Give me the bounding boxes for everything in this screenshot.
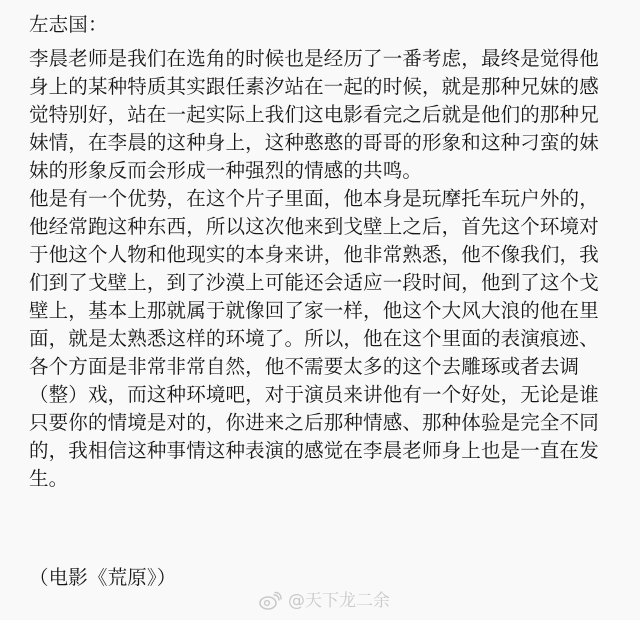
paragraph-line: 的，我相信这种事情这种表演的感觉在李晨老师身上也是一直在发 [29, 439, 599, 462]
paragraph-line: 于他这个人物和他现实的本身来讲，他非常熟悉，他不像我们，我 [29, 243, 599, 266]
paragraph-line: 妹的形象反而会形成一种强烈的情感的共鸣。 [29, 159, 423, 182]
paragraph-line: 他经常跑这种东西，所以这次他来到戈壁上之后，首先这个环境对 [29, 215, 599, 238]
paragraph-line: （整）戏，而这种环境吧，对于演员来讲他有一个好处，无论是谁 [29, 383, 599, 406]
paragraph-line: 们到了戈壁上，到了沙漠上可能还会适应一段时间，他到了这个戈 [29, 271, 599, 294]
paragraph-line: 身上的某种特质其实跟任素汐站在一起的时候，就是那种兄妹的感 [29, 75, 599, 98]
paragraph-line: 壁上，基本上那就属于就像回了家一样，他这个大风大浪的他在里 [29, 299, 599, 322]
watermark [258, 589, 390, 613]
paragraph-line: 生。 [29, 467, 69, 490]
weibo-icon [258, 591, 282, 611]
paragraph-line: 他是有一个优势，在这个片子里面，他本身是玩摩托车玩户外的， [29, 187, 599, 210]
watermark-text: @天下龙二余 [288, 591, 390, 611]
caption-line: （电影《荒原》） [29, 566, 177, 589]
paragraph-line: 面，就是太熟悉这样的环境了。所以，他在这个里面的表演痕迹、 [29, 327, 599, 350]
paragraph-line: 觉特别好，站在一起实际上我们这电影看完之后就是他们的那种兄 [29, 103, 599, 126]
paragraph-line: 妹情，在李晨的这种身上，这种憨憨的哥哥的形象和这种刁蛮的妹 [29, 131, 599, 154]
speaker-label: 左志国： [29, 13, 108, 36]
paragraph-line: 只要你的情境是对的，你进来之后那种情感、那种体验是完全不同 [29, 411, 599, 434]
paragraph-line: 各个方面是非常非常自然，他不需要太多的这个去雕琢或者去调 [29, 355, 580, 378]
paragraph-line: 李晨老师是我们在选角的时候也是经历了一番考虑，最终是觉得他 [29, 47, 599, 70]
